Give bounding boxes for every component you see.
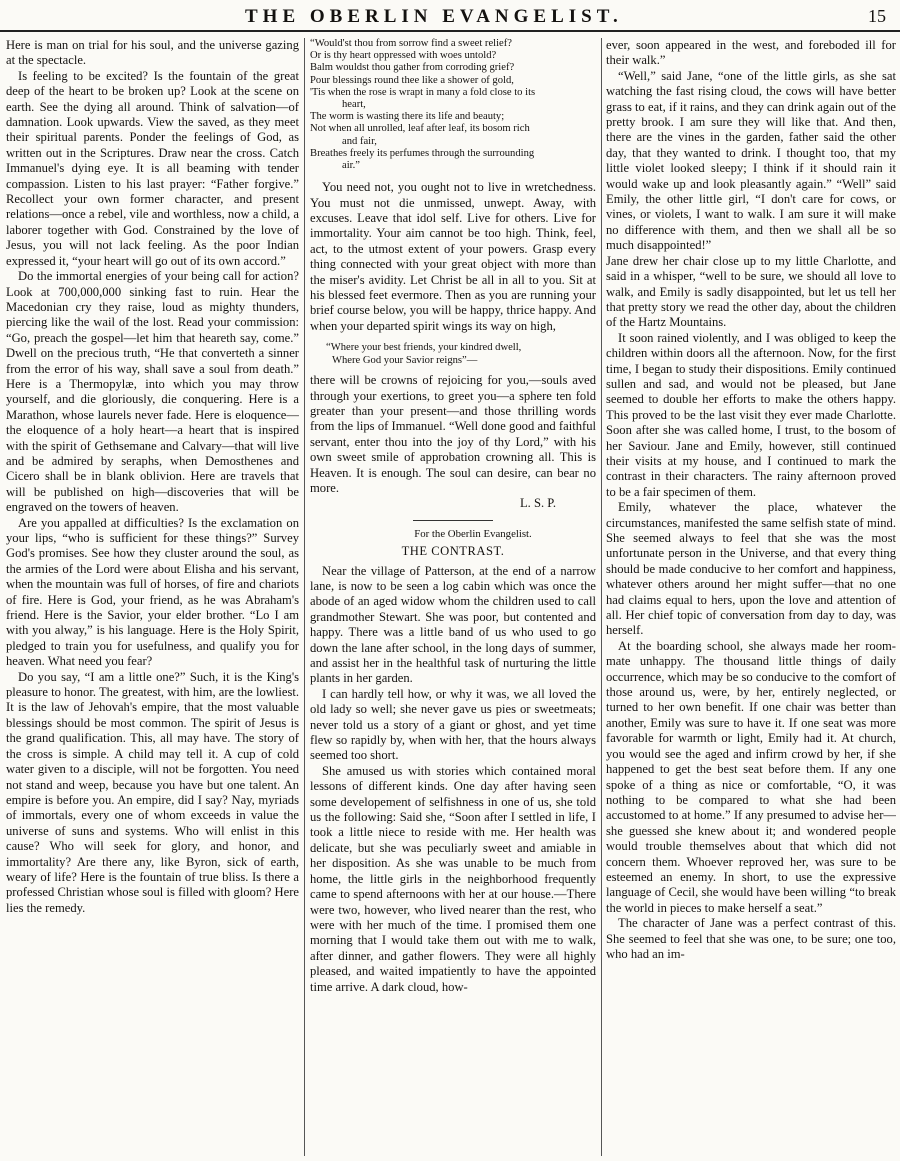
paragraph: The character of Jane was a perfect contrast of this. She seemed to feel that she was one, to be sure; one too, who had an im-	[606, 916, 896, 961]
paragraph: Do the immortal energies of your being call for action? Look at 700,000,000 sinking fast to ruin. Hear the Macedonian cry they raise, loud as mighty thunders, piercing like the wail of the lost. Read your commission: “Go, preach the gospel—let him that heareth say, come.” Dwell on the precious truth, “He that converteth a sinner from the error of his way, shall save a soul from death.” Here is a Thermopylæ, into which you may throw yourself, and die gloriously, die conquering. Here is a Marathon, whose laurels never fade. Here is eloquence—the eloquence of a holy heart—a heart that is inspired with the spirit of Gethsemane and Calvary—that will live and be admired by seraphs, when Demosthenes and Cicero shall be in blank oblivion. Here are travels that will be published on high—discoveries that will be engraved on the towers of heaven.	[6, 269, 299, 515]
poem-line: Breathes freely its perfumes through the surrounding	[310, 147, 535, 159]
page-number: 15	[868, 6, 886, 26]
paragraph: Emily, whatever the place, whatever the circumstances, manifested the same selfish state of mind. She seemed always to feel that she was the most unfortunate person in the Universe, and that every thing should be made conducive to her comfort and happiness, whatever others around her might suffer—that no one had claims equal to hers, upon the love and attention of all. Her chief topic of conversation from day to day, was herself.	[606, 500, 896, 638]
paragraph: It soon rained violently, and I was obliged to keep the children within doors all the afternoon. Now, for the first time, I began to study their dispositions. Emily continued sullen and sad, and would not be pleased, but Jane seemed to double her efforts to make the others happy. This proved to be the last visit they ever made Charlotte. Soon after she was called home, I trust, to the bosom of her Saviour. Jane and Emily, however, still continued their visits at my house, and I continued to mark the contrast in their characters. The rainy afternoon proved to be a fair specimen of them.	[606, 330, 896, 499]
column-divider	[601, 38, 602, 1156]
paragraph: Do you say, “I am a little one?” Such, it is the King's pleasure to honor. The greatest, with him, are the lowliest. It is the law of Jehovah's empire, that the most valuable blessings should be most common. The spirit of Jesus is the grand qualification. This, all may have. The story of the cross is simple. A child may tell it. A cup of cold water given to a disciple, will not be forgotten. You need not stand and weep, because you have but one talent. An empire is before you. An empire, did I say? Nay, myriads of immortals, every one of whom exceeds in value the universe of suns and systems. Who will enlist in this cause? Who will seek for glory, and honor, and immortality? Are there any, like Byron, sick of earth, weary of life? Here is the fountain of true bliss. Is there a professed Christian whose soul is filled with gloom? Here lies the remedy.	[6, 669, 299, 915]
poem-line: Not when all unrolled, leaf after leaf, its bosom rich	[310, 123, 530, 135]
poem-line: The worm is wasting there its life and beauty;	[310, 111, 505, 123]
poem-line: “Would'st thou from sorrow find a sweet relief?	[310, 38, 512, 49]
paragraph: I can hardly tell how, or why it was, we all loved the old lady so well; she never gave us pies or sweetmeats; never told us a story of a giant or ghost, and yet time flew so rapidly by, when with her, that the hours always seemed too short.	[310, 686, 596, 763]
paragraph: Here is man on trial for his soul, and the universe gazing at the spectacle.	[6, 38, 299, 68]
newspaper-title: THE OBERLIN EVANGELIST.	[245, 6, 623, 27]
poem-line: Balm wouldst thou gather from corroding grief?	[310, 62, 515, 74]
poem-line: Or is thy heart oppressed with woes untold?	[310, 50, 497, 62]
block-quote	[310, 342, 596, 367]
paragraph: At the boarding school, she always made her room-mate unhappy. The thousand little things of daily occurrence, which may be so conducive to the comfort of those around us, were, by her, entirely neglected, or turned to her own benefit. If one chair was better than another, Emily was sure to have it. If one seat was more favorable for warmth or light, Emily had it. At church, you would see the aged and infirm crowd by her, if she happened to get the best seat before them. If any one spoke of a thing as nice or comfortable, “O, it was nothing to be compared to what she had been accustomed to at home.” If any presumed to advise her—she guessed she knew about it; and wondered people would trouble themselves about that which did not concern them. Whoever reproved her, was sure to be esteemed an enemy. In short, to use the expressive language of Cecil, she would have been willing “to break the world in pieces to make herself a seat.”	[606, 638, 896, 915]
poem	[310, 38, 596, 172]
column-divider	[304, 38, 305, 1156]
paragraph: You need not, you ought not to live in wretchedness. You must not die unmissed, unwept. Away, with excuses. Leave that idol self. Live for others. Live for immortality. Your aim cannot be too high. Think, feel, act, to the utmost extent of your powers. Grasp every thing connected with your great object with more than the miser's avidity. Let Christ be all in all to you. Sit at his blessed feet evermore. Then as you are running your brief course below, you will be happy, thrice happy. And when your departed spirit wings its way on high,	[310, 180, 596, 333]
poem-line: 'Tis when the rose is wrapt in many a fold close to its	[310, 86, 536, 98]
paragraph: Jane drew her chair close up to my little Charlotte, and said in a whisper, “well to be sure, we should all love to walk, and Emily is sadly disappointed, but let us tell her that pretty story we read the other day, about the children of the Hartz Mountains.	[606, 253, 896, 330]
quote-line: Where God your Savior reigns”—	[332, 354, 478, 366]
paragraph: Near the village of Patterson, at the end of a narrow lane, is now to be seen a log cabin which was once the abode of an aged widow whom the children used to call grandmother Stewart. She was poor, but contented and happy. There was a little band of us who used to go down the lane after school, in the long days of summer, and assist her in the healthful task of nurturing the little plants in her garden.	[310, 563, 596, 686]
paragraph: Is feeling to be excited? Is the fountain of the great deep of the heart to be broken up? Look at the scene on earth. See the dying all around. Think of salvation—of damnation. Look upwards. View the saved, as they meet their spiritual parents. Ponder the feelings of God, as written out in the Scriptures. Draw near the cross. Catch Immanuel's dying eye. It is all beaming with tender compassion. Listen to his last prayer: “Father forgive.” Recollect your own former character, and present relations—once a rebel, vile and worthless, now a child, a laborer together with God. Constrained by the love of Jesus, you will not lack feeling. As the poor Indian expressed it, “your heart will go out of its own accord.”	[6, 68, 299, 268]
column-3	[606, 38, 896, 1156]
poem-line: Pour blessings round thee like a shower of gold,	[310, 74, 514, 86]
masthead	[0, 0, 900, 32]
signature: L. S. P.	[519, 496, 556, 511]
column-2	[310, 38, 596, 1156]
paragraph: She amused us with stories which contained moral lessons of different kinds. One day after having seen some developement of selfishness in one of us, she told us the following: Said she, “Soon after I settled in life, I took a little niece to reside with me. Her health was delicate, but she was peculiarly sweet and amiable in her disposition. As she was unable to be much from home, the little girls in the neighborhood frequently came to spend afternoons with her at our house.—There were two, however, who lived nearer than the rest, who were with her much of the time. I promised them one morning that I would take them out with me to walk, after dinner, and gather flowers. They were all highly pleased, and waited impatiently to have the appointed time arrive. A dark cloud, how-	[310, 763, 596, 994]
paragraph: “Well,” said Jane, “one of the little girls, as she sat watching the fast rising cloud, the cows will have better grass to eat, if it rains, and they can drink again out of the pretty brook. I am sure they will like that. And then, there are the vines in the garden, father said the other day, that they wanted to drink. I thought too, that my little violet looked sleepy; I think if it should rain it would wake up and look pleasantly again.” “Well” said Emily, the other little girl, “I don't care for cows, or vines, or violets, I want to walk. I am sure it will make no difference with them, and then we shall all be so much disappointed!”	[606, 68, 896, 253]
article-heading: THE CONTRAST.	[401, 544, 505, 559]
paragraph: there will be crowns of rejoicing for you,—souls aved through your exertions, to greet you—a sphere ten fold greater than your present—and those thrilling words from the lips of Immanuel. “Well done good and faithful servant, enter thou into the joy of thy Lord,” with his own sweet smile of approbation crowning all. This is Heaven. It is enough. The soul can desire, can bear no more.	[310, 373, 596, 495]
section-divider	[413, 520, 493, 521]
quote-line: “Where your best friends, your kindred dwell,	[326, 342, 522, 354]
poem-line: and fair,	[342, 135, 377, 147]
poem-line: air.”	[342, 160, 360, 172]
paragraph: Are you appalled at difficulties? Is the exclamation on your lips, “who is sufficient for these things?” Survey God's promises. See how they cluster around the soul, as the armies of the Lord were about Elisha and his servant, when the mountain was full of horses, of fire and chariots of fire. Here is God, your friend, as he was Abraham's friend. Here is the Savior, your elder brother. “Lo I am with you alway,” is his language. Here is the Holy Spirit, pledged to train you for usefulness, and qualify you for heaven. What need you fear?	[6, 515, 299, 669]
poem-line: heart,	[342, 99, 366, 111]
byline: For the Oberlin Evangelist.	[414, 527, 532, 540]
column-1	[6, 38, 299, 1156]
paragraph: ever, soon appeared in the west, and foreboded ill for their walk.”	[606, 38, 896, 68]
